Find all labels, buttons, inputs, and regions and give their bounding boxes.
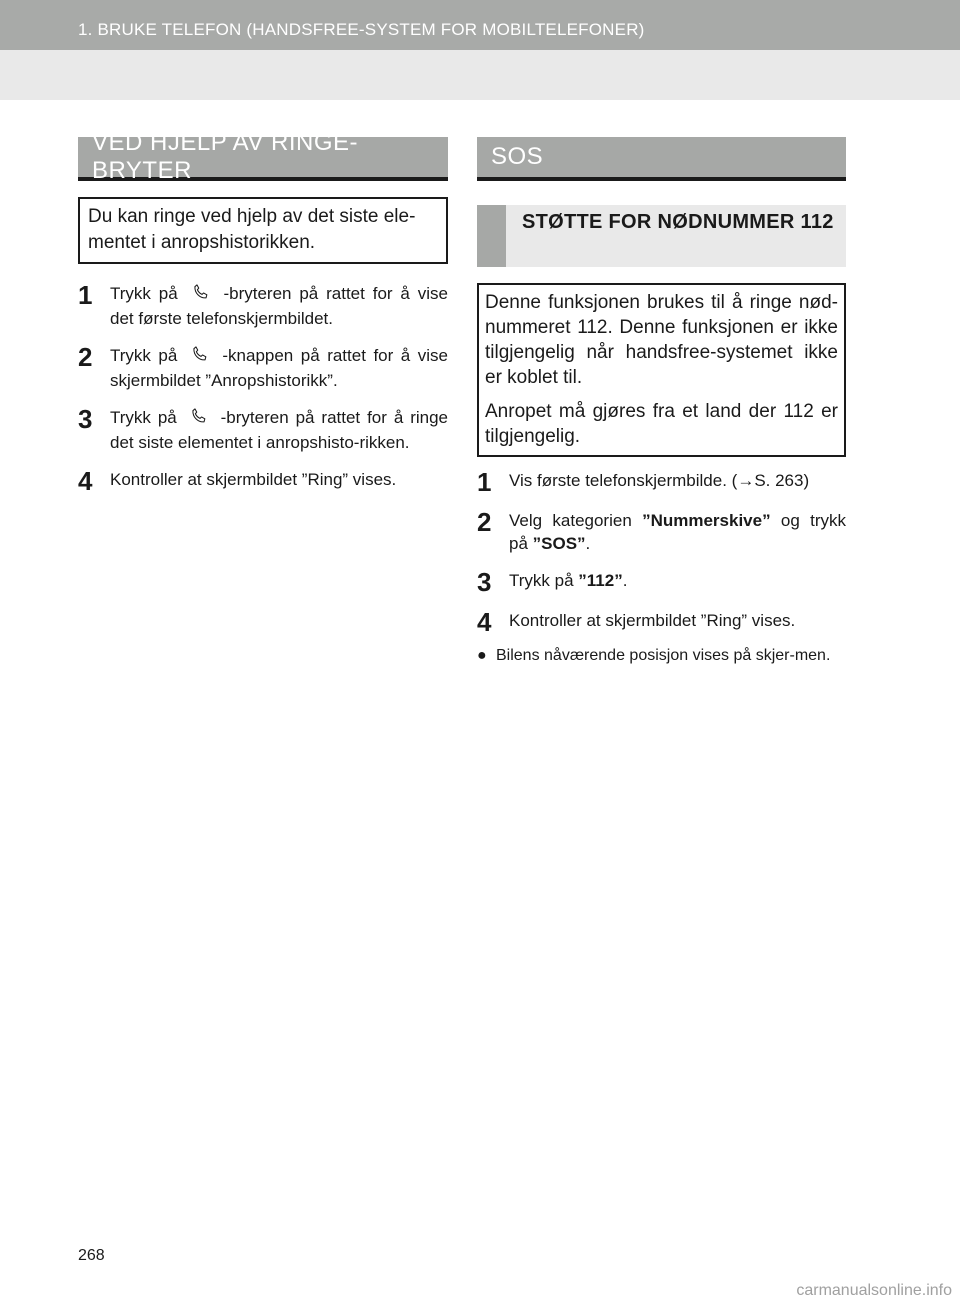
step-number: 2 bbox=[477, 507, 492, 537]
step-number: 4 bbox=[477, 607, 492, 637]
step-text-end: . bbox=[585, 534, 591, 553]
note-text: Bilens nåværende posisjon vises på skjer-men. bbox=[496, 647, 831, 664]
step-text: Trykk på bbox=[110, 284, 178, 303]
phone-icon bbox=[186, 283, 216, 307]
step-2 bbox=[477, 509, 846, 555]
step-text: Kontroller at skjermbildet ”Ring” vises. bbox=[110, 470, 397, 489]
subsection-header bbox=[477, 205, 846, 267]
step-1 bbox=[78, 282, 448, 330]
button-label: ”SOS” bbox=[532, 534, 586, 553]
category-label: ”Nummerskive” bbox=[642, 511, 771, 530]
step-text: Trykk på bbox=[110, 408, 177, 427]
subsection-tab bbox=[477, 205, 506, 267]
step-text: Trykk på bbox=[509, 571, 579, 590]
phone-icon bbox=[185, 345, 215, 369]
step-2 bbox=[78, 344, 448, 392]
step-number: 2 bbox=[78, 342, 93, 372]
page-number: 268 bbox=[78, 1247, 105, 1264]
info-paragraph: Denne funksjonen brukes til å ringe nød-nummeret 112. Denne funksjonen er ikke tilgjengelig når handsfree-systemet ikke er koblet til. bbox=[485, 292, 838, 388]
step-number: 3 bbox=[477, 567, 492, 597]
step-text-cont: -knappen på rattet for å vise skjermbildet ”Anropshistorikk”. bbox=[110, 346, 448, 390]
step-1 bbox=[477, 469, 846, 495]
step-number: 3 bbox=[78, 404, 93, 434]
step-4 bbox=[78, 468, 448, 494]
subsection-title: STØTTE FOR NØDNUMMER 112 bbox=[522, 211, 834, 233]
step-text: Vis første telefonskjermbilde. (→S. 263) bbox=[509, 471, 810, 490]
button-label: ”112” bbox=[578, 571, 623, 590]
note-bullet bbox=[477, 645, 846, 667]
section-title-ringe-bryter: VED HJELP AV RINGE-BRYTER bbox=[78, 137, 448, 181]
left-column bbox=[78, 129, 449, 508]
phone-icon bbox=[184, 407, 214, 431]
step-number: 1 bbox=[477, 467, 492, 497]
step-text: Velg kategorien bbox=[509, 511, 643, 530]
info-box bbox=[477, 283, 846, 457]
step-text-cont: -bryteren på rattet for å ringe det siste elementet i anropshisto-rikken. bbox=[110, 408, 449, 452]
step-number: 4 bbox=[78, 466, 93, 496]
steps-list bbox=[78, 282, 448, 494]
step-3 bbox=[477, 569, 846, 595]
bullet-icon: ● bbox=[477, 647, 487, 664]
intro-box: Du kan ringe ved hjelp av det siste ele-mentet i anropshistorikken. bbox=[78, 197, 448, 264]
chapter-title: 1. BRUKE TELEFON (HANDSFREE-SYSTEM FOR MOBILTELEFONER) bbox=[78, 20, 645, 39]
step-text-cont: og trykk på bbox=[509, 511, 846, 553]
step-text: Kontroller at skjermbildet ”Ring” vises. bbox=[509, 611, 796, 630]
step-text: Trykk på bbox=[110, 346, 178, 365]
right-column bbox=[477, 137, 846, 667]
step-text-end: . bbox=[622, 571, 628, 590]
step-3 bbox=[78, 406, 448, 454]
step-number: 1 bbox=[78, 280, 93, 310]
section-title-sos: SOS bbox=[477, 137, 846, 181]
watermark: carmanualsonline.info bbox=[796, 1282, 952, 1299]
steps-list bbox=[477, 469, 846, 667]
header-bar bbox=[0, 0, 960, 50]
step-text-cont: -bryteren på rattet for å vise det første telefonskjermbildet. bbox=[110, 284, 448, 328]
info-paragraph: Anropet må gjøres fra et land der 112 er tilgjengelig. bbox=[485, 401, 838, 447]
step-4 bbox=[477, 609, 846, 635]
